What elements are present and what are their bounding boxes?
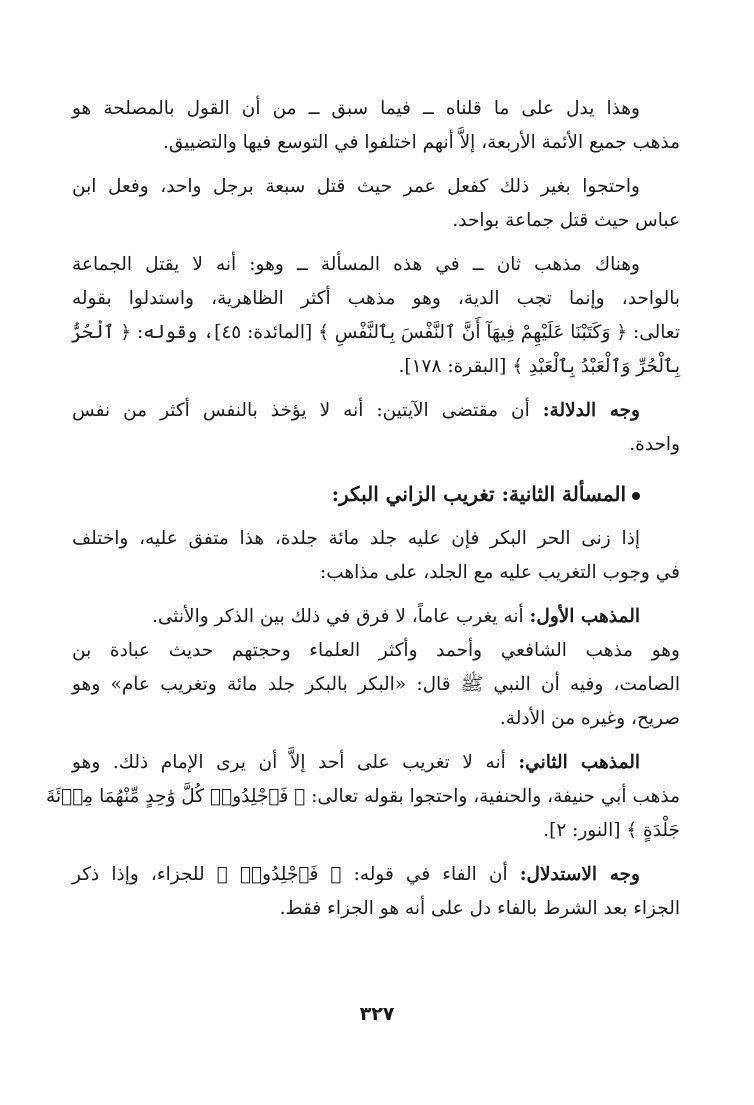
text-line: [72, 746, 680, 780]
text-line: عباس حيث قتل جماعة بواحد.: [452, 210, 680, 231]
text-line: إذا زنى الحر البكر فإن عليه جلد مائة جلدة، هذا متفق عليه، واختلف: [72, 528, 640, 549]
text-line: وهو مذهب الشافعي وأحمد وأكثر العلماء وحجتهم حديث عبادة بن: [72, 640, 680, 661]
paragraph-bikr: [72, 522, 680, 590]
lead-text: أنه يغرب عاماً، لا فرق في ذلك بين الذكر والأنثى.: [151, 606, 530, 627]
bullet-icon: [632, 492, 640, 500]
text-line: واحدة.: [629, 434, 680, 455]
page: [0, 92, 754, 926]
page-number: ٣٢٧: [359, 1003, 395, 1025]
lead-term: وجه الاستدلال:: [519, 864, 640, 885]
quran-citation-line: مذهب أبي حنيفة، والحنفية، واحتجوا بقوله تعالى: ﴿ فَٱجْلِدُوا۟ كُلَّ وَٰحِدٍ مِّنْهُمَا مِا۟ئَةَ: [46, 786, 680, 807]
paragraph-zahiri: [72, 248, 680, 384]
lead-term: وجه الدلالة:: [542, 400, 640, 421]
text-line: في وجوب التغريب عليه مع الجلد، على مذاهب:: [319, 562, 680, 583]
quran-citation-line: جَلْدَةٍ ﴾ [النور: ٢].: [543, 820, 680, 841]
text-line: الصامت، وفيه أن النبي ﷺ قال: «البكر بالبكر جلد مائة وتغريب عام» وهو: [72, 674, 680, 695]
paragraph-madhhab-1: [72, 600, 680, 736]
lead-term: المذهب الثاني:: [518, 752, 640, 773]
text-line: [72, 858, 680, 892]
lead-text: أنه لا تغريب على أحد إلاَّ أن يرى الإمام ذلك. وهو: [72, 752, 519, 773]
text-line: بالواحد، وإنما تجب الدية، وهو مذهب أكثر الظاهرية، واستدلوا بقوله: [72, 288, 681, 309]
text-line: الجزاء بعد الشرط بالفاء دل على أنه هو الجزاء فقط.: [279, 898, 680, 919]
paragraph-umar: [72, 170, 680, 238]
paragraph-istidlal: [72, 858, 680, 926]
lead-text: أن مقتضى الآيتين: أنه لا يؤخذ بالنفس أكثر من نفس: [72, 400, 543, 421]
paragraph-dalala: [72, 394, 680, 462]
text-line: مذهب جميع الأئمة الأربعة، إلاَّ أنهم اختلفوا في التوسع فيها والتضييق.: [162, 132, 680, 153]
text-line: صريح، وغيره من الأدلة.: [499, 708, 680, 729]
quran-citation-line: تعالى: ﴿ وَكَتَبْنَا عَلَيْهِمْ فِيهَآ أَنَّ ٱلنَّفْسَ بِٱلنَّفْسِ ﴾ [المائدة: ٤٥]، وقوله: ﴿ ٱلْحُرُّ: [71, 322, 680, 343]
section-heading-text: المسألة الثانية: تغريب الزاني البكر:: [331, 482, 626, 506]
text-line: وهناك مذهب ثان ــ في هذه المسألة ــ وهو: أنه لا يقتل الجماعة: [72, 254, 640, 275]
quran-citation-line: بِٱلْحُرِّ وَٱلْعَبْدُ بِٱلْعَبْدِ ﴾ [البقرة: ١٧٨].: [398, 356, 680, 377]
paragraph-madhhab-2: [46, 746, 680, 848]
paragraph-maslaha: [72, 92, 680, 160]
text-line: [72, 600, 680, 634]
text-line: واحتجوا بغير ذلك كفعل عمر حيث قتل سبعة برجل واحد، وفعل ابن: [72, 176, 640, 197]
section-heading: [72, 476, 680, 512]
lead-text: أن الفاء في قوله: ﴿ فَٱجْلِدُوا۟ ﴾ للجزاء، وإذا ذكر: [72, 864, 520, 885]
lead-term: المذهب الأول:: [529, 606, 640, 627]
text-block: [46, 92, 681, 926]
text-line: وهذا يدل على ما قلناه ــ فيما سبق ــ من أن القول بالمصلحة هو: [72, 98, 640, 119]
text-line: [72, 394, 680, 428]
